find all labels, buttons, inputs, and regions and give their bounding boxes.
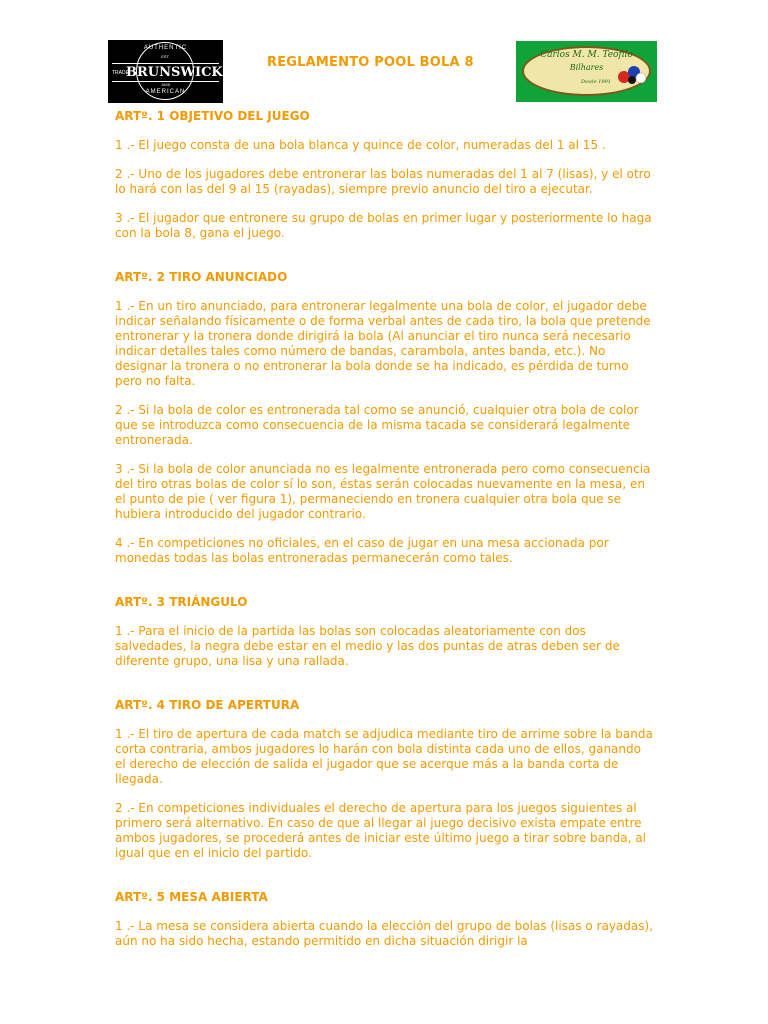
document-header bbox=[0, 0, 768, 105]
article-paragraph: 3 .- El jugador que entronere su grupo de bolas en primer lugar y posteriormente lo haga con la bola 8, gana el juego. bbox=[115, 211, 652, 240]
article-paragraph: 1 .- El tiro de apertura de cada match se adjudica mediante tiro de arrime sobre la banda corta contraria, ambos jugadores lo harán con bola distinta cada uno de ellos, ganando el derecho de elección de salida el jugador que se acerque más a la banda corta de llegada. bbox=[115, 727, 653, 786]
article-paragraph: 2 .- Uno de los jugadores debe entronerar las bolas numeradas del 1 al 7 (lisas), y el otro lo hará con las del 9 al 15 (rayadas), siempre previo anuncio del tiro a ejecutar. bbox=[115, 167, 651, 196]
billiards-shop-logo bbox=[516, 41, 657, 102]
article-heading: ARTº. 5 MESA ABIERTA bbox=[115, 890, 268, 904]
logo-shop-name: Carlos M. M. Teófilo bbox=[540, 50, 633, 60]
article-heading: ARTº. 3 TRIÁNGULO bbox=[115, 595, 248, 609]
logo-left-side-text: TRADE bbox=[112, 69, 129, 76]
logo-right-side-text: MARK bbox=[222, 69, 238, 76]
rules-body bbox=[115, 106, 655, 949]
article-heading: ARTº. 1 OBJETIVO DEL JUEGO bbox=[115, 109, 310, 123]
logo-shop-sub: Bilhares bbox=[569, 63, 604, 72]
brunswick-logo bbox=[108, 40, 238, 103]
article-paragraph: 1 .- El juego consta de una bola blanca y quince de color, numeradas del 1 al 15 . bbox=[115, 138, 606, 152]
logo-banner bbox=[112, 63, 238, 82]
article-paragraph: 4 .- En competiciones no oficiales, en el caso de jugar en una mesa accionada por monedas todas las bolas entroneradas permanecerán como tales. bbox=[115, 536, 609, 565]
article-paragraph: 3 .- Si la bola de color anunciada no es legalmente entronerada pero como consecuencia del tiro otras bolas de color sí lo son, éstas serán colocadas nuevamente en la mesa, en el punto de pie ( ver figura 1), permaneciendo en tronera cualquier otra bola que se hubiera introducido del jugador contrario. bbox=[115, 462, 651, 521]
article-paragraph: 1 .- La mesa se considera abierta cuando la elección del grupo de bolas (lisas o rayadas), aún no ha sido hecha, estando permitido en dicha situación dirigir la bbox=[115, 919, 654, 948]
document-title: REGLAMENTO POOL BOLA 8 bbox=[267, 55, 474, 70]
article-paragraph: 2 .- Si la bola de color es entronerada tal como se anunció, cualquier otra bola de color que se introduzca como consecuencia de la misma tacada se considerará legalmente entronerada. bbox=[115, 403, 639, 447]
logo-top-text: AUTHENTIC bbox=[143, 45, 188, 51]
logo-since-text: Desde 1991 bbox=[580, 79, 611, 85]
article-heading: ARTº. 2 TIRO ANUNCIADO bbox=[115, 270, 288, 284]
article-paragraph: 2 .- En competiciones individuales el derecho de apertura para los juegos siguientes al primero será alternativo. En caso de que al llegar al juego decisivo exista empate entre ambos jugadores, se procederá antes de iniciar este último juego a tirar sobre banda, al igual que en el inicio del partido. bbox=[115, 801, 646, 860]
logo-bottom-text: AMERICAN bbox=[145, 89, 186, 95]
logo-est-text: EST. bbox=[161, 54, 170, 59]
logo-brand-name: BRUNSWICK bbox=[126, 65, 223, 80]
logo-year-text: 1845 bbox=[161, 82, 170, 87]
article-paragraph: 1 .- Para el inicio de la partida las bolas son colocadas aleatoriamente con dos salvedades, la negra debe estar en el medio y las dos puntas de atras deben ser de diferente grupo, una lisa y una rallada. bbox=[115, 624, 620, 668]
article-heading: ARTº. 4 TIRO DE APERTURA bbox=[115, 698, 300, 712]
article-paragraph: 1 .- En un tiro anunciado, para entronerar legalmente una bola de color, el jugador debe indicar señalando físicamente o de forma verbal antes de cada tiro, la bola que pretende entronerar y la tronera donde dirigirá la bola (Al anunciar el tiro nunca será necesario indicar detalles tales como número de bandas, carambola, antes banda, etc.). No designar la tronera o no entronerar la bola donde se ha indicado, es pérdida de turno pero no falta. bbox=[115, 299, 651, 388]
